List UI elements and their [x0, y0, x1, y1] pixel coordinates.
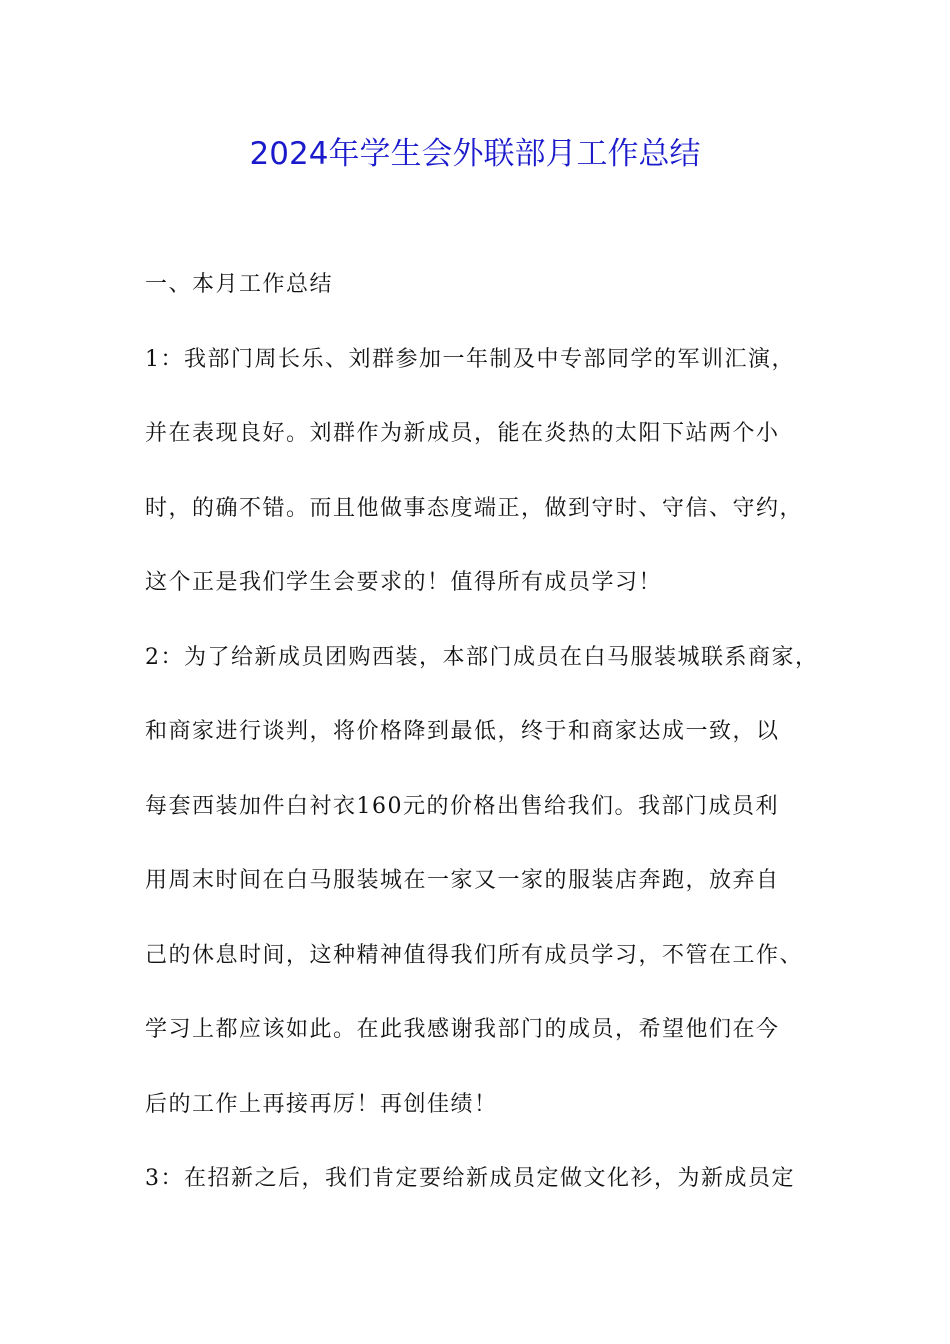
paragraph-line: 时，的确不错。而且他做事态度端正，做到守时、守信、守约，	[145, 495, 804, 521]
paragraph-line: 3：在招新之后，我们肯定要给新成员定做文化衫，为新成员定	[145, 1166, 795, 1191]
paragraph-line: 后的工作上再接再厉！再创佳绩！	[145, 1091, 498, 1117]
paragraph-line: 2：为了给新成员团购西装，本部门成员在白马服装城联系商家，	[145, 644, 819, 670]
paragraph-line: 这个正是我们学生会要求的！值得所有成员学习！	[145, 570, 663, 595]
paragraph-line: 每套西装加件白衬衣160元的价格出售给我们。我部门成员利	[145, 793, 779, 819]
document-title: 2024年学生会外联部月工作总结	[249, 136, 701, 172]
paragraph-line: 学习上都应该如此。在此我感谢我部门的成员，希望他们在今	[145, 1017, 780, 1042]
section-heading: 一、本月工作总结	[145, 272, 334, 297]
paragraph-line: 和商家进行谈判，将价格降到最低，终于和商家达成一致，以	[145, 719, 780, 744]
document-body	[145, 260, 819, 1229]
paragraph-line: 用周末时间在白马服装城在一家又一家的服装店奔跑，放弃自	[145, 868, 780, 893]
paragraph-line: 1：我部门周长乐、刘群参加一年制及中专部同学的军训汇演，	[145, 346, 795, 372]
paragraph-line: 并在表现良好。刘群作为新成员，能在炎热的太阳下站两个小	[145, 421, 780, 446]
paragraph-line: 己的休息时间，这种精神值得我们所有成员学习，不管在工作、	[145, 942, 804, 968]
